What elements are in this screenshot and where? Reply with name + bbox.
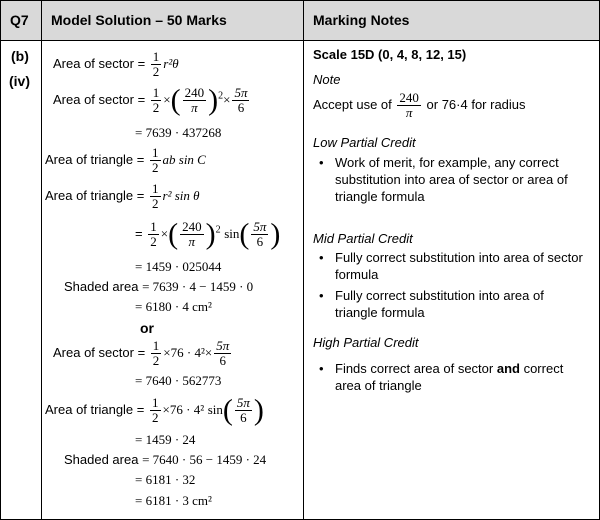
sin-function: sin [224,225,240,241]
area-of-triangle-label: Area of triangle [45,151,134,167]
table-header-divider [0,40,600,41]
fraction-numerator: 1 [152,395,159,410]
fraction-denominator: 2 [152,160,159,175]
fraction-denominator: 2 [152,100,160,115]
accept-fraction [397,91,421,120]
fraction-denominator: 2 [150,234,157,249]
fraction-denominator: π [188,234,196,249]
sector-value: = 7639 · 437268 [135,125,222,140]
mid-credit-item: • Fully correct substitution into area of sector formula [313,249,583,283]
fraction-denominator: 6 [237,100,245,115]
sector-alt-value: = 7640 · 562773 [135,373,222,388]
fraction-denominator: 6 [219,353,226,368]
left-paren: ( [168,217,179,251]
high-credit-item [313,360,583,394]
half-fraction [151,86,162,115]
header-notes-label: Marking Notes [303,0,600,40]
angle-fraction [214,339,231,368]
radius-fraction [183,86,207,115]
note-heading: Note [313,72,341,87]
equals-sign: = [137,55,146,71]
shaded-area-value-1: = 6180 · 4 cm² [135,299,212,314]
area-of-sector-label: Area of sector [53,344,134,360]
fraction-numerator: 1 [152,181,159,196]
right-paren: ) [208,83,219,117]
equals-sign: = [136,187,145,203]
high-credit-text-pre: Finds correct area of sector [335,361,497,376]
alt-radius-squared: 76 · 4² [170,344,205,360]
table-col-divider-1 [41,0,42,520]
fraction-numerator: 5π [236,395,250,410]
times-sign: × [223,91,231,107]
shaded-area-label: Shaded area [64,452,139,467]
fraction-numerator: 240 [399,90,419,105]
shaded-area-value-2b: = 6181 · 3 cm² [135,493,212,508]
fraction-numerator: 240 [182,219,202,234]
sin-function: sin [207,401,223,417]
times-sign: × [163,91,171,107]
half-fraction [148,220,159,249]
fraction-denominator: 2 [152,64,160,79]
table-border-top [0,0,600,1]
shaded-area-line-1 [64,279,253,295]
fraction-numerator: 1 [152,338,160,353]
or-separator: or [140,320,154,336]
left-paren: ( [170,83,181,117]
high-credit-list [313,360,583,398]
shaded-area-label: Shaded area [64,279,139,294]
mid-credit-list [313,249,583,325]
low-credit-heading: Low Partial Credit [313,135,416,150]
fraction-numerator: 1 [152,85,160,100]
right-paren: ) [253,393,264,427]
right-paren: ) [205,217,216,251]
subpart-label: (iv) [9,73,30,89]
r-squared-theta: r²θ [163,55,179,71]
sector-substitution-line [53,83,251,117]
area-of-triangle-label: Area of triangle [45,401,134,417]
fraction-numerator: 1 [152,49,160,64]
equals-sign: = [136,151,145,167]
high-credit-text-bold: and [496,361,520,376]
half-fraction [150,146,161,175]
half-fraction [151,339,162,368]
triangle-alt-value: = 1459 · 24 [135,432,196,447]
times-sign: × [160,225,169,241]
high-credit-heading: High Partial Credit [313,335,419,350]
fraction-denominator: 6 [256,234,264,249]
area-of-sector-label: Area of sector [53,91,134,107]
shaded-area-expression: = 7639 · 4 − 1459 · 0 [142,279,254,294]
ab-sin-c: ab sin C [162,151,206,167]
triangle-substitution-line [135,217,281,251]
high-credit-text-post: correct area of triangle [335,361,564,393]
fraction-denominator: π [191,100,198,115]
equals-sign: = [137,91,146,107]
header-solution-label: Model Solution – 50 Marks [41,0,303,40]
equals-sign: = [137,344,146,360]
header-q-label: Q7 [0,0,41,40]
half-fraction [150,182,161,211]
triangle-formula-r-line [45,182,200,211]
fraction-numerator: 5π [253,219,267,234]
half-fraction [150,396,161,425]
fraction-numerator: 1 [150,219,157,234]
times-sign: × [162,401,170,417]
table-border-left [0,0,1,520]
part-label: (b) [11,48,29,64]
times-sign: × [204,344,213,360]
angle-fraction [251,220,268,249]
fraction-denominator: π [405,105,413,120]
shaded-area-value-2a: = 6181 · 32 [135,472,196,487]
shaded-area-expression: = 7640 · 56 − 1459 · 24 [142,452,267,467]
triangle-alt-line [45,393,264,427]
square-exponent: 2 [215,224,221,236]
area-of-triangle-label: Area of triangle [45,187,134,203]
left-paren: ( [239,217,250,251]
shaded-area-line-2 [64,452,266,468]
fraction-denominator: 2 [152,196,159,211]
fraction-numerator: 5π [234,85,248,100]
scale-text: Scale 15D (0, 4, 8, 12, 15) [313,47,467,62]
sector-formula-line [53,50,179,79]
square-exponent: 2 [218,90,224,102]
equals-sign: = [135,225,143,241]
left-paren: ( [222,393,233,427]
angle-fraction [235,396,252,425]
accept-text-post: or 76·4 for radius [426,96,526,112]
angle-fraction [232,86,249,115]
r-squared-sin-theta: r² sin θ [162,187,200,203]
triangle-value: = 1459 · 025044 [135,259,222,274]
half-fraction [151,50,162,79]
triangle-formula-line [45,146,206,175]
fraction-denominator: 2 [152,353,160,368]
fraction-numerator: 5π [216,338,230,353]
fraction-numerator: 240 [184,85,205,100]
sector-alt-line [53,339,233,368]
fraction-numerator: 1 [152,145,159,160]
low-credit-list [313,154,583,209]
low-credit-item: • Work of merit, for example, any correct substitution into area of sector or area of triangle formula [313,154,583,205]
fraction-denominator: 6 [240,410,247,425]
radius-fraction [180,220,204,249]
accept-note [313,91,526,120]
area-of-sector-label: Area of sector [53,55,134,71]
table-col-divider-2 [303,0,304,520]
mid-credit-heading: Mid Partial Credit [313,231,413,246]
times-sign: × [163,344,171,360]
accept-text-pre: Accept use of [313,96,392,112]
fraction-denominator: 2 [152,410,159,425]
mid-credit-item: • Fully correct substitution into area of triangle formula [313,287,583,321]
equals-sign: = [136,401,145,417]
alt-radius-squared: 76 · 4² [169,401,205,417]
right-paren: ) [270,217,281,251]
